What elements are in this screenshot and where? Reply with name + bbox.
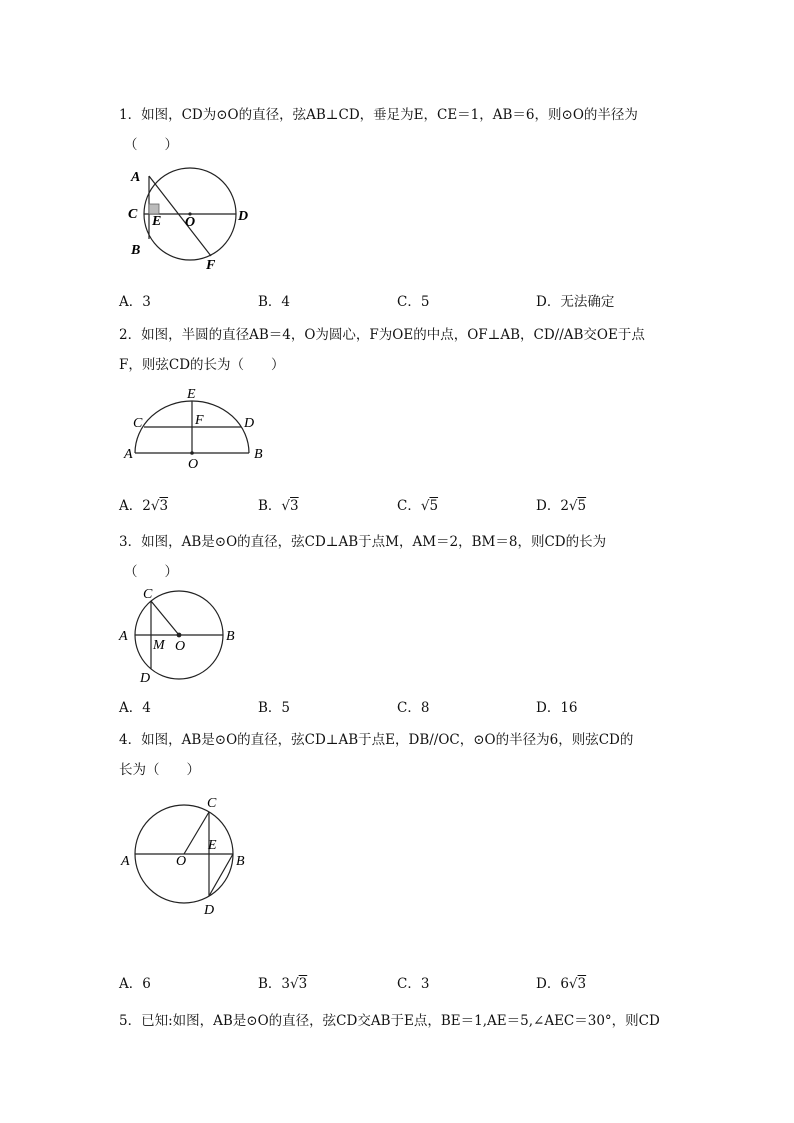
q1-option-b: B．4 (258, 294, 291, 310)
q1-label-E: E (152, 214, 162, 229)
q3-label-M: M (153, 638, 165, 653)
q3-stem-line2: （ ） (124, 564, 178, 580)
q4-label-A: A (121, 854, 130, 869)
q1-label-D: D (238, 209, 249, 224)
q4-label-E: E (208, 838, 217, 853)
q1-label-O: O (185, 215, 196, 230)
q4-option-a: A．6 (119, 976, 151, 992)
q3-stem-line1: 3．如图，AB是⊙O的直径，弦CD⊥AB于点M，AM＝2，BM＝8，则CD的长为 (119, 534, 607, 550)
q4-label-C: C (207, 796, 217, 811)
q1-label-F: F (206, 258, 216, 273)
q3-label-B: B (226, 629, 235, 644)
q3-label-O: O (175, 639, 186, 654)
q2-label-A: A (124, 447, 133, 462)
q4-stem-line2: 长为（ ） (119, 762, 200, 778)
q1-option-c: C．5 (397, 294, 430, 310)
q1-option-d: D．无法确定 (536, 294, 615, 310)
q2-label-O: O (188, 457, 199, 472)
q1-figure (120, 160, 270, 280)
q2-label-B: B (254, 447, 263, 462)
q4-label-O: O (176, 854, 187, 869)
q2-figure (118, 383, 278, 473)
q2-stem-line1: 2．如图，半圆的直径AB＝4，O为圆心，F为OE的中点，OF⊥AB，CD//AB交OE于点 (119, 327, 645, 343)
q2-option-a: A．2√3 (119, 498, 169, 514)
q1-stem-line1: 1．如图，CD为⊙O的直径，弦AB⊥CD，垂足为E，CE＝1，AB＝6，则⊙O的半径为 (119, 107, 638, 123)
q5-stem-line1: 5．已知:如图，AB是⊙O的直径，弦CD交AB于E点，BE＝1,AE＝5,∠AEC＝30°，则CD (119, 1013, 660, 1029)
q4-option-c: C．3 (397, 976, 430, 992)
q1-stem-line2: （ ） (124, 137, 178, 153)
q4-option-b: B．3√3 (258, 976, 308, 992)
q4-stem-line1: 4．如图，AB是⊙O的直径，弦CD⊥AB于点E，DB//OC，⊙O的半径为6，则弦CD的 (119, 732, 634, 748)
q1-label-C: C (128, 207, 138, 222)
q3-label-C: C (143, 587, 153, 602)
q2-option-b: B．√3 (258, 498, 299, 514)
q1-label-A: A (131, 170, 141, 185)
q1-option-a: A．3 (119, 294, 151, 310)
q3-option-b: B．5 (258, 700, 291, 716)
q2-option-d: D．2√5 (536, 498, 587, 514)
q2-stem-line2: F，则弦CD的长为（ ） (119, 357, 285, 373)
q2-label-E: E (187, 387, 196, 402)
q2-label-F: F (195, 413, 204, 428)
q2-label-D: D (244, 416, 255, 431)
q3-option-d: D．16 (536, 700, 578, 716)
q3-label-A: A (119, 629, 128, 644)
q3-option-c: C．8 (397, 700, 430, 716)
q4-option-d: D．6√3 (536, 976, 587, 992)
q2-option-c: C．√5 (397, 498, 439, 514)
q3-option-a: A．4 (119, 700, 151, 716)
q1-label-B: B (131, 243, 141, 258)
q4-label-D: D (204, 903, 215, 918)
q4-figure (118, 790, 258, 920)
q2-label-C: C (133, 416, 143, 431)
q3-label-D: D (140, 671, 151, 686)
q3-figure (118, 585, 248, 690)
q4-label-B: B (236, 854, 245, 869)
